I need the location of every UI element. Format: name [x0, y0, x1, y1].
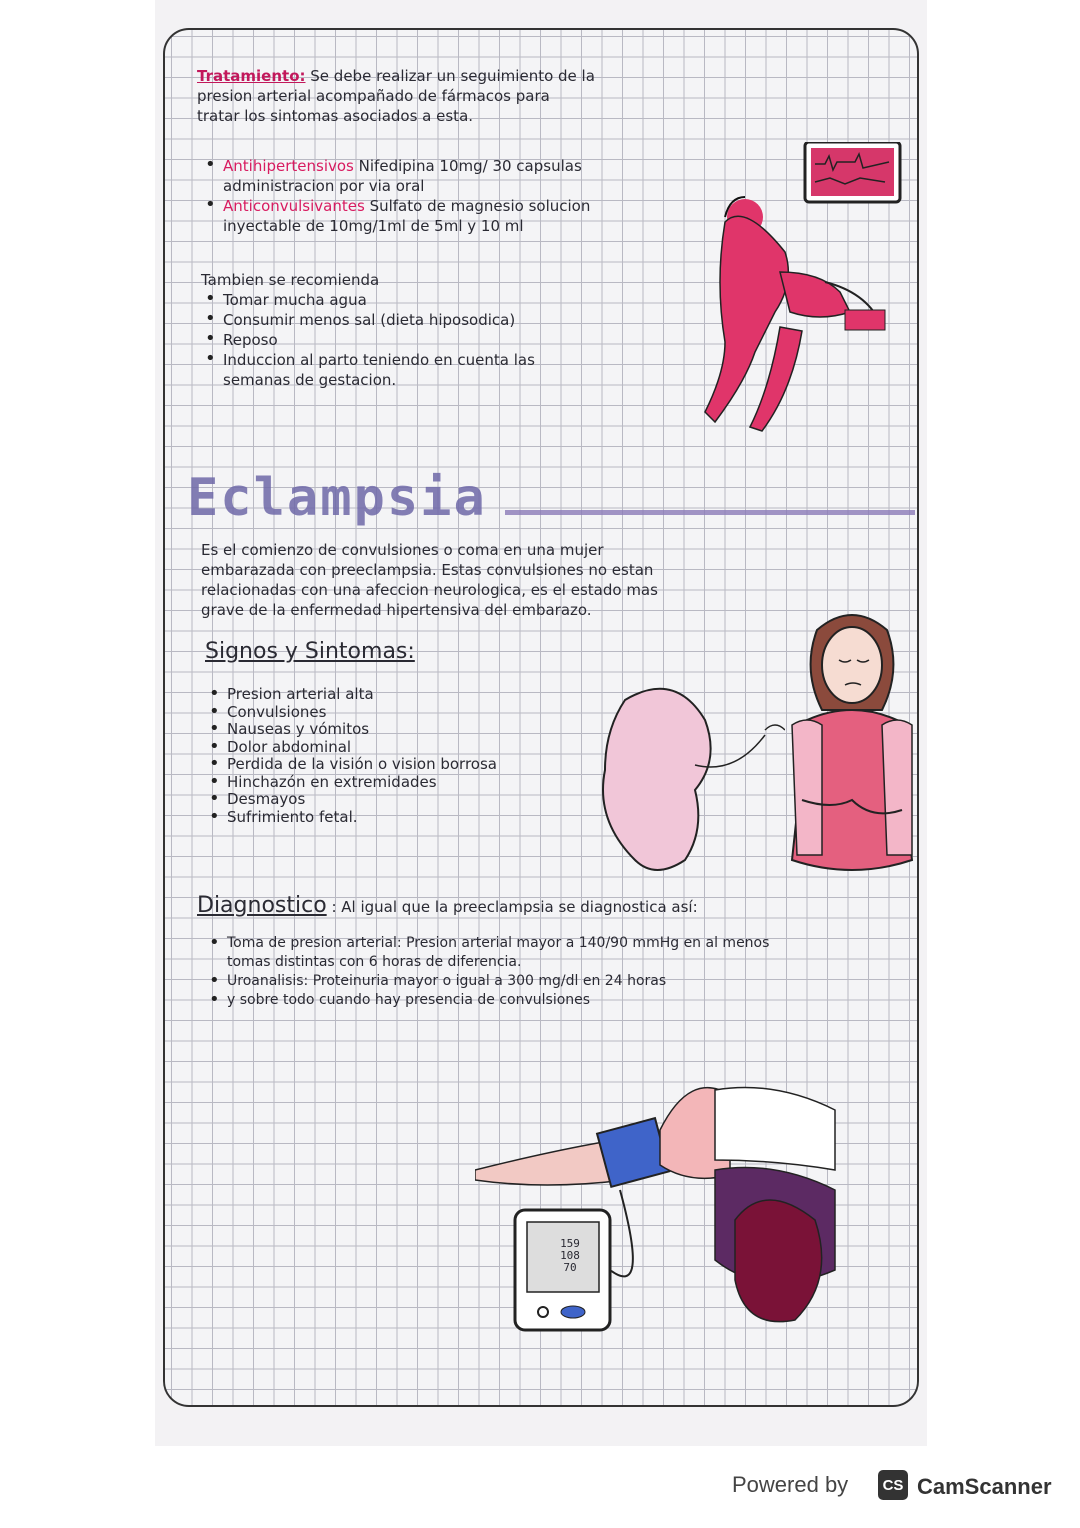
reading-pulse: 70 [563, 1261, 577, 1274]
sign-item: • Dolor abdominal [205, 739, 625, 757]
definition-line: relacionadas con una afeccion neurologica, es el estado mas [201, 581, 658, 599]
recommendation-continued: semanas de gestacion. [223, 371, 397, 389]
patient-monitor-illustration [685, 142, 915, 442]
diagnosis-intro: : Al igual que la preeclampsia se diagnostica así: [331, 898, 698, 916]
med-line2: administracion por via oral [223, 177, 425, 195]
sign-item: • Hinchazón en extremidades [205, 774, 625, 792]
sign-item: • Convulsiones [205, 704, 625, 722]
definition-line: grave de la enfermedad hipertensiva del embarazo. [201, 601, 592, 619]
fetus-illustration [585, 670, 785, 880]
sign-item: • Nauseas y vómitos [205, 721, 625, 739]
definition-line: embarazada con preeclampsia. Estas convulsiones no estan [201, 561, 654, 579]
eclampsia-title: Eclampsia [187, 468, 487, 528]
sign-item: • Presion arterial alta [205, 686, 625, 704]
meds-list [201, 156, 721, 236]
diagnosis-title: Diagnostico [197, 893, 327, 918]
recommendations-title: Tambien se recomienda [201, 271, 380, 289]
reading-diastolic: 108 [560, 1249, 580, 1262]
recommendation-item: • Consumir menos sal (dieta hiposodica) [201, 310, 661, 330]
eclampsia-definition [201, 540, 761, 620]
med-item [201, 156, 721, 196]
treatment-title: Tratamiento: [197, 67, 306, 85]
sign-item: • Desmayos [205, 791, 625, 809]
blood-pressure-illustration [475, 1080, 895, 1350]
signs-list [205, 686, 625, 826]
recommendation-item: • Tomar mucha agua [201, 290, 661, 310]
med-name: Anticonvulsivantes [223, 197, 365, 215]
sign-item: • Perdida de la visión o vision borrosa [205, 756, 625, 774]
recommendations [201, 270, 661, 390]
definition-line: Es el comienzo de convulsiones o coma en una mujer [201, 541, 604, 559]
pregnant-woman-illustration [777, 590, 919, 875]
med-line1: Sulfato de magnesio solucion [369, 197, 591, 215]
diagnosis-line: tomas distintas con 6 horas de diferencia. [227, 954, 522, 970]
med-item [201, 196, 721, 236]
treatment-section [197, 66, 697, 126]
diagnosis-item: • Uroanalisis: Proteinuria mayor o igual a 300 mg/dl en 24 horas [205, 972, 917, 991]
recommendation-item: • Reposo [201, 330, 661, 350]
monitor-readings [555, 1238, 585, 1274]
diagnosis-item [205, 934, 917, 972]
grid-frame [163, 28, 919, 1407]
diagnosis-list [205, 934, 917, 1010]
diagnosis-header [197, 893, 897, 918]
reading-systolic: 159 [560, 1237, 580, 1250]
med-name: Antihipertensivos [223, 157, 354, 175]
treatment-intro-2: presion arterial acompañado de fármacos para [197, 87, 550, 105]
med-line2: inyectable de 10mg/1ml de 5ml y 10 ml [223, 217, 524, 235]
med-line1: Nifedipina 10mg/ 30 capsulas [358, 157, 582, 175]
camscanner-logo-icon: CS [878, 1470, 908, 1500]
recommendation-item: • Induccion al parto teniendo en cuenta las [201, 350, 661, 370]
diagnosis-item: • y sobre todo cuando hay presencia de convulsiones [205, 991, 917, 1010]
powered-by-label: Powered by [732, 1472, 849, 1497]
sign-item: • Sufrimiento fetal. [205, 809, 625, 827]
treatment-intro-1: Se debe realizar un seguimiento de la [310, 67, 595, 85]
diagnosis-line: Toma de presion arterial: Presion arterial mayor a 140/90 mmHg en al menos [227, 935, 770, 951]
signs-title: Signos y Sintomas: [205, 639, 415, 664]
title-underline [505, 510, 915, 515]
treatment-intro-3: tratar los sintomas asociados a esta. [197, 107, 474, 125]
camscanner-brand: CamScanner [917, 1474, 1052, 1499]
